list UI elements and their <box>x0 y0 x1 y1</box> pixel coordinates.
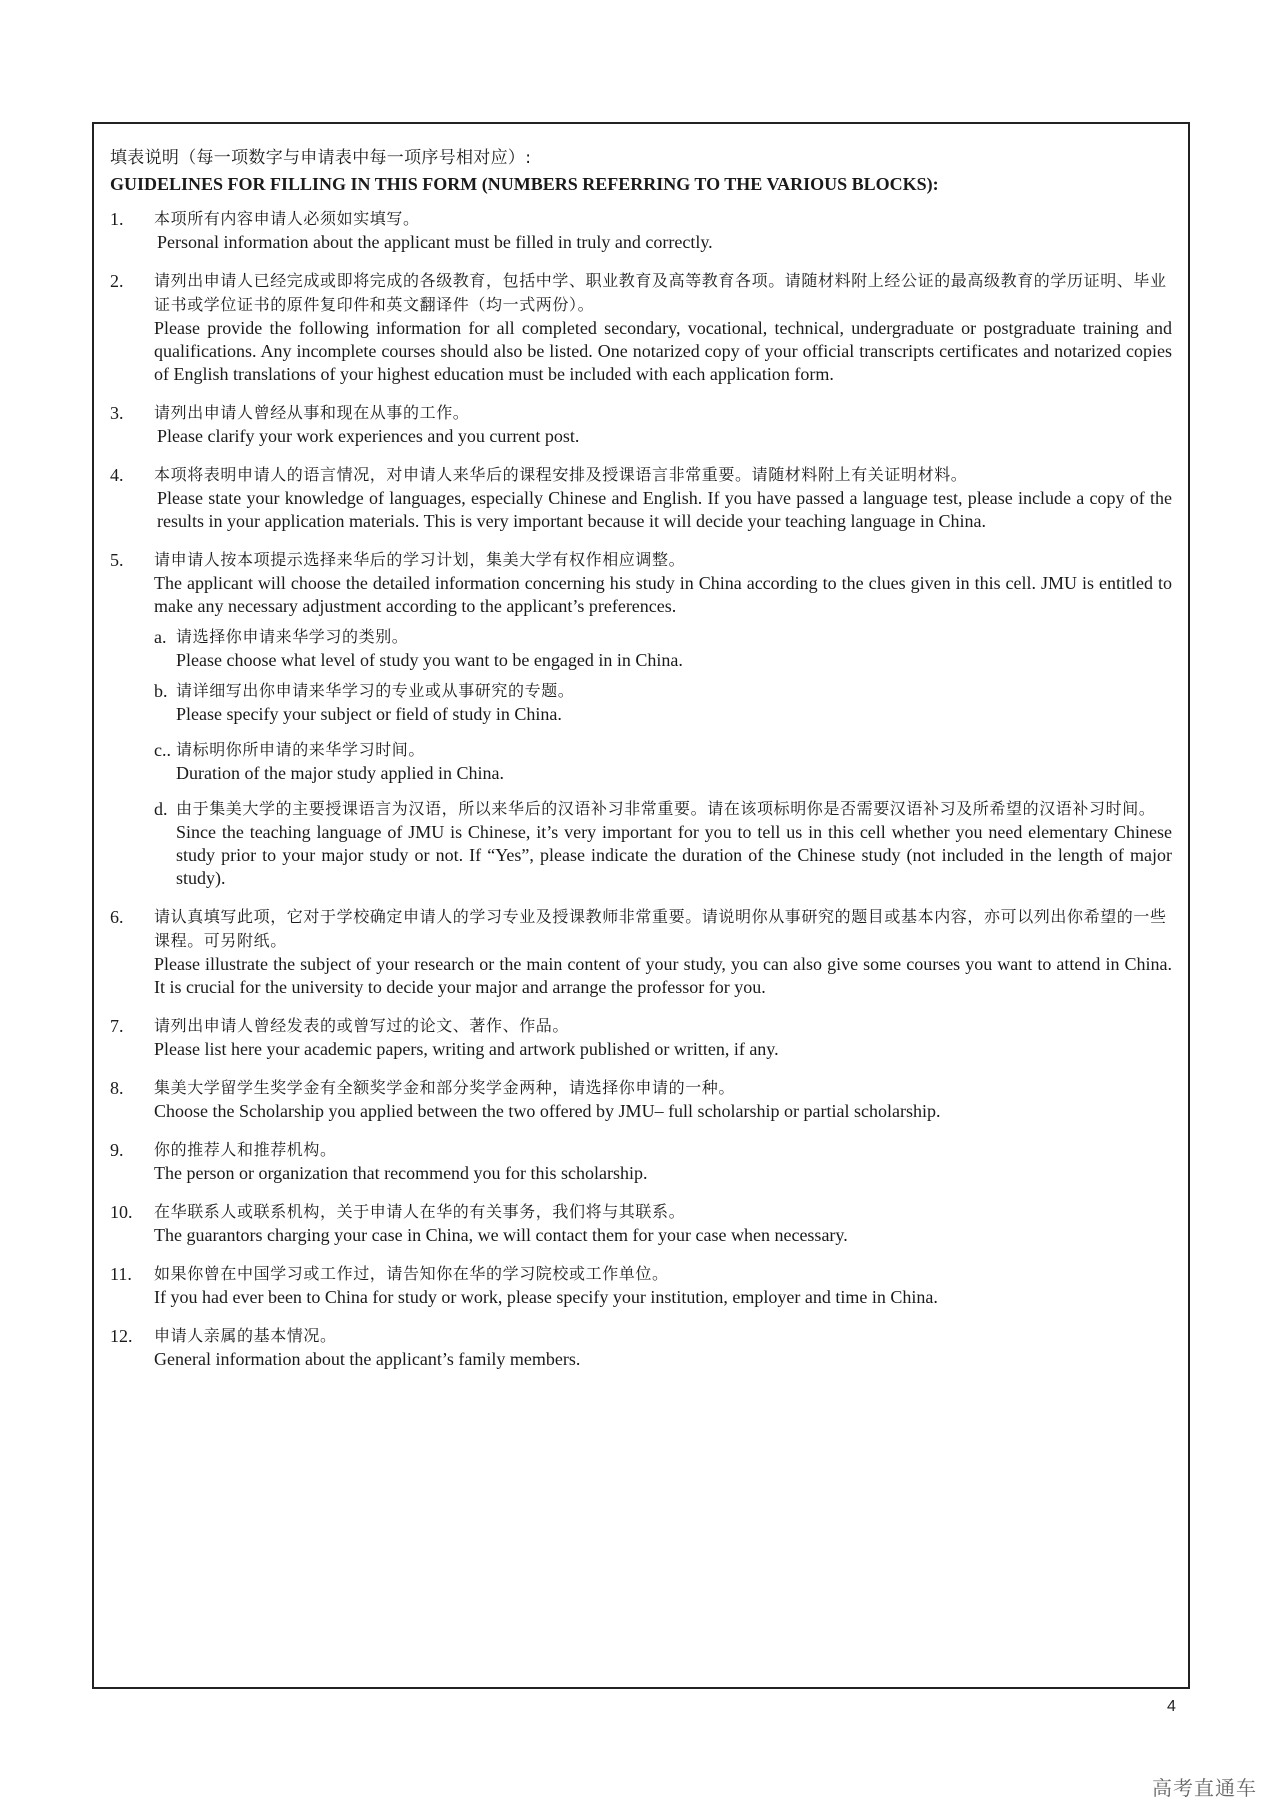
item-chinese-text: 本项所有内容申请人必须如实填写。 <box>154 209 420 228</box>
item-english-text: The guarantors charging your case in China, we will contact them for your case when necessary. <box>154 1225 848 1245</box>
sub-item-english-text: Please specify your subject or field of study in China. <box>176 704 562 724</box>
sub-item-b <box>154 679 1172 726</box>
item-english-text: General information about the applicant’s family members. <box>154 1349 581 1369</box>
item-english-text: Please list here your academic papers, writing and artwork published or written, if any. <box>154 1039 779 1059</box>
guideline-item-10 <box>110 1200 1172 1247</box>
watermark-text: 高考直通车 <box>1152 1776 1257 1800</box>
item-number: 3. <box>110 403 124 423</box>
sub-item-letter: b. <box>154 681 168 701</box>
guideline-item-7 <box>110 1014 1172 1061</box>
item-chinese-text: 请列出申请人曾经从事和现在从事的工作。 <box>154 403 470 422</box>
sub-item-chinese-text: 请详细写出你申请来华学习的专业或从事研究的专题。 <box>176 681 575 700</box>
item-english-text: Please state your knowledge of languages, especially Chinese and English. If you have passed a language test, please include a copy of the results in your application materials. This is very important because it will decide your teaching language in China. <box>157 488 1172 531</box>
guideline-item-2 <box>110 269 1172 386</box>
sub-item-letter: d. <box>154 799 168 819</box>
guideline-item-8 <box>110 1076 1172 1123</box>
item-english-text: The person or organization that recommend you for this scholarship. <box>154 1163 648 1183</box>
heading-english: GUIDELINES FOR FILLING IN THIS FORM (NUMBERS REFERRING TO THE VARIOUS BLOCKS): <box>110 174 939 194</box>
item-chinese-text: 请列出申请人已经完成或即将完成的各级教育，包括中学、职业教育及高等教育各项。请随材料附上经公证的最高级教育的学历证明、毕业证书或学位证书的原件复印件和英文翻译件（均一式两份）。 <box>154 271 1167 314</box>
sub-item-chinese-text: 请标明你所申请的来华学习时间。 <box>176 740 426 759</box>
item-number: 11. <box>110 1264 132 1284</box>
item-chinese-text: 申请人亲属的基本情况。 <box>154 1326 337 1345</box>
guideline-item-5 <box>110 548 1172 890</box>
item-english-text: Personal information about the applicant must be filled in truly and correctly. <box>157 232 713 252</box>
sub-item-english-text: Duration of the major study applied in China. <box>176 763 504 783</box>
guideline-item-12 <box>110 1324 1172 1371</box>
item-number: 6. <box>110 907 124 927</box>
item-chinese-text: 集美大学留学生奖学金有全额奖学金和部分奖学金两种，请选择你申请的一种。 <box>154 1078 736 1097</box>
sub-item-a <box>154 625 1172 672</box>
item-chinese-text: 请认真填写此项，它对于学校确定申请人的学习专业及授课教师非常重要。请说明你从事研究的题目或基本内容，亦可以列出你希望的一些课程。可另附纸。 <box>154 907 1167 950</box>
guideline-item-11 <box>110 1262 1172 1309</box>
item-chinese-text: 本项将表明申请人的语言情况，对申请人来华后的课程安排及授课语言非常重要。请随材料附上有关证明材料。 <box>154 465 968 484</box>
item-chinese-text: 在华联系人或联系机构，关于申请人在华的有关事务，我们将与其联系。 <box>154 1202 686 1221</box>
guideline-item-3 <box>110 401 1172 448</box>
item-english-text: Choose the Scholarship you applied between the two offered by JMU– full scholarship or partial scholarship. <box>154 1101 941 1121</box>
sub-item-c <box>154 738 1172 785</box>
sub-item-english-text: Since the teaching language of JMU is Chinese, it’s very important for you to tell us in this cell whether you need elementary Chinese study prior to your major study or not. If “Yes”, please indicate the duration of the Chinese study (not included in the length of major study). <box>176 822 1172 888</box>
sub-item-d <box>154 797 1172 890</box>
guideline-item-4 <box>110 463 1172 533</box>
guideline-item-6 <box>110 905 1172 999</box>
item-number: 10. <box>110 1202 133 1222</box>
sub-item-english-text: Please choose what level of study you want to be engaged in in China. <box>176 650 683 670</box>
item-number: 9. <box>110 1140 124 1160</box>
item-english-text: Please provide the following information for all completed secondary, vocational, technical, undergraduate or postgraduate training and qualifications. Any incomplete courses should also be listed. One notarized copy of your official transcripts certificates and notarized copies of English translations of your highest education must be included with each application form. <box>154 318 1172 384</box>
page-number: 4 <box>1167 1698 1176 1715</box>
item-chinese-text: 你的推荐人和推荐机构。 <box>154 1140 337 1159</box>
guidelines-list <box>110 207 1172 1371</box>
item-chinese-text: 请申请人按本项提示选择来华后的学习计划，集美大学有权作相应调整。 <box>154 550 686 569</box>
item-english-text: Please clarify your work experiences and you current post. <box>157 426 580 446</box>
item-number: 12. <box>110 1326 133 1346</box>
item-number: 1. <box>110 209 124 229</box>
item-number: 7. <box>110 1016 124 1036</box>
sub-item-chinese-text: 由于集美大学的主要授课语言为汉语，所以来华后的汉语补习非常重要。请在该项标明你是否需要汉语补习及所希望的汉语补习时间。 <box>176 799 1156 818</box>
heading-chinese: 填表说明（每一项数字与申请表中每一项序号相对应）: <box>110 148 532 168</box>
item-english-text: The applicant will choose the detailed information concerning his study in China according to the clues given in this cell. JMU is entitled to make any necessary adjustment according to the applicant’s preferences. <box>154 573 1172 616</box>
guideline-item-9 <box>110 1138 1172 1185</box>
guideline-item-1 <box>110 207 1172 254</box>
guidelines-frame <box>92 122 1190 1689</box>
item-chinese-text: 如果你曾在中国学习或工作过，请告知你在华的学习院校或工作单位。 <box>154 1264 669 1283</box>
item-chinese-text: 请列出申请人曾经发表的或曾写过的论文、著作、作品。 <box>154 1016 570 1035</box>
sub-item-letter: a. <box>154 627 167 647</box>
item-number: 5. <box>110 550 124 570</box>
item-number: 2. <box>110 271 124 291</box>
item-english-text: Please illustrate the subject of your research or the main content of your study, you can also give some courses you want to attend in China. It is crucial for the university to decide your major and arrange the professor for you. <box>154 954 1172 997</box>
sub-item-letter: c.. <box>154 740 171 760</box>
item-number: 8. <box>110 1078 124 1098</box>
item-english-text: If you had ever been to China for study or work, please specify your institution, employer and time in China. <box>154 1287 938 1307</box>
item-number: 4. <box>110 465 124 485</box>
sub-item-chinese-text: 请选择你申请来华学习的类别。 <box>176 627 409 646</box>
